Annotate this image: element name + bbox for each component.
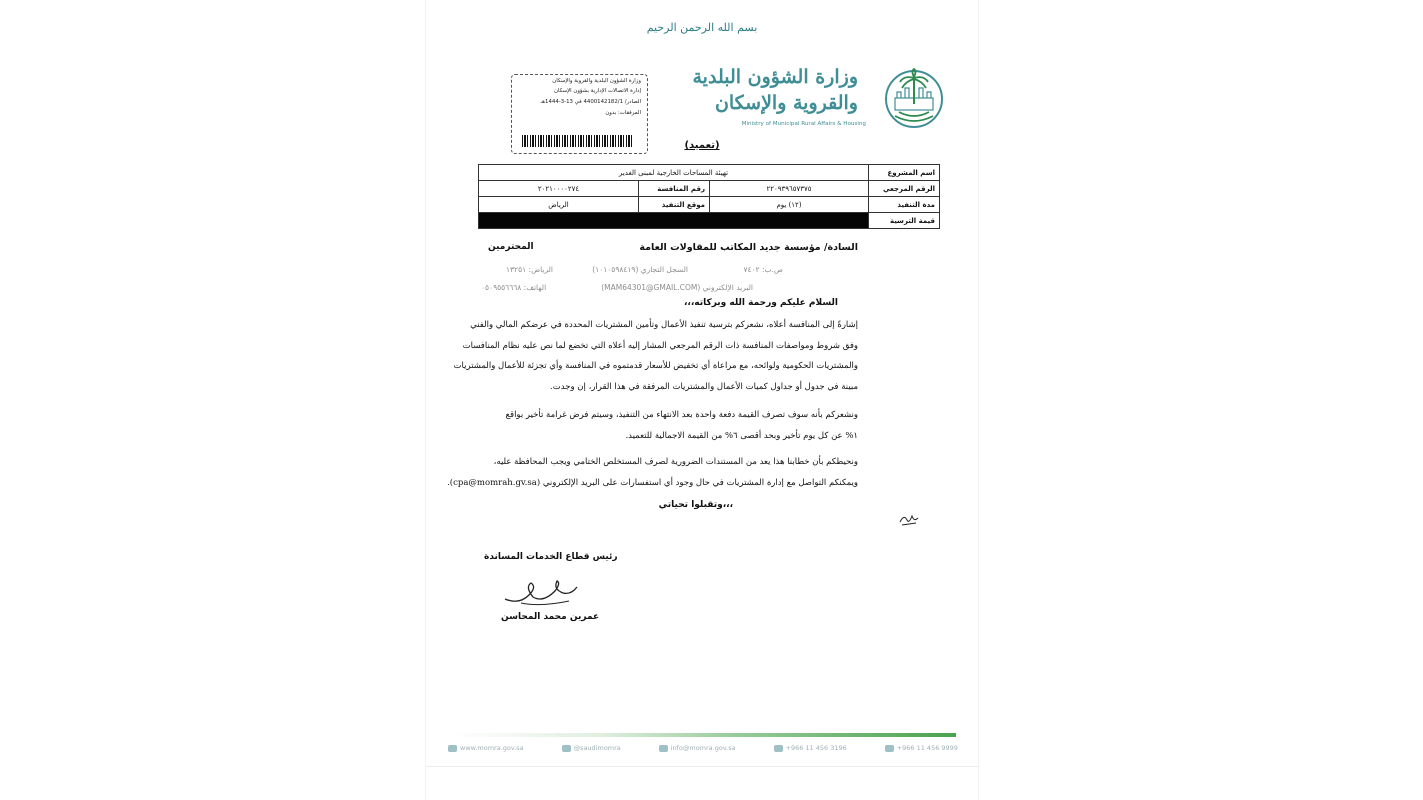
- phone-icon: [885, 745, 894, 752]
- addressee-name: السادة/ مؤسسة جديد المكاتب للمقاولات العامة: [639, 242, 858, 253]
- stamp-line3: الصادر/ 4400142182/1 في 13-3-1444هـ: [540, 99, 641, 105]
- po-box: ص.ب: ٧٤٠٢: [743, 265, 783, 274]
- ref-value: ٢٢٠٩٣٩٦٥٧٣٧٥: [710, 181, 869, 197]
- footer-phone: [885, 744, 958, 752]
- footer-website: [448, 744, 524, 752]
- logo-english: Ministry of Municipal Rural Affairs & Housing: [741, 121, 866, 127]
- footer-divider: [426, 766, 978, 767]
- paragraph-line: والمشتريات الحكومية ولوائحه، مع مراعاة أي تخفيض للأسعار قدمتموه في المنافسة وأي تجزئة للأعمال والمشتريات: [453, 361, 858, 371]
- project-value: تهيئة المساحات الخارجية لمبنى الغدير: [479, 165, 869, 181]
- footer-email-text: info@momra.gov.sa: [670, 744, 736, 752]
- closing: وتقبلوا تحياتي،،،: [658, 500, 733, 510]
- handwritten-signature-icon: [501, 575, 579, 611]
- letter-page: [425, 0, 979, 800]
- project-info-table: [478, 164, 940, 229]
- addressee-email: البريد الإلكتروني (MAM64301@GMAIL.COM): [601, 283, 753, 292]
- document-title: (تعميد): [684, 140, 720, 151]
- paragraph-line: مبينة في جدول أو جداول كميات الأعمال والمشتريات المرفقة في هذا القرار، إن وجدت.: [550, 381, 858, 392]
- footer-color-bar: [451, 733, 956, 737]
- table-row: [479, 197, 940, 213]
- table-row: [479, 181, 940, 197]
- tender-value: ٢٠٢١٠٠٠٠٢٧٤: [479, 181, 639, 197]
- footer-twitter-text: @saudimomra: [573, 744, 621, 752]
- footer-fax: [774, 744, 847, 752]
- paragraph-line: إشارةً إلى المنافسة أعلاه، نشعركم بترسية تنفيذ الأعمال وتأمين المشتريات المحددة في عرضكم المالي والفني: [470, 320, 858, 330]
- location-label: موقع التنفيذ: [639, 197, 710, 213]
- paragraph-award: [418, 315, 858, 397]
- logo-arabic-line2: والقروية والإسكان: [714, 92, 858, 114]
- paragraph-payment: [418, 405, 858, 446]
- footer-email: [659, 744, 736, 752]
- greeting: السلام عليكم ورحمة الله وبركاته،،،: [683, 298, 838, 308]
- ref-label: الرقم المرجعي: [869, 181, 940, 197]
- duration-label: مدة التنفيذ: [869, 197, 940, 213]
- footer-twitter: [562, 744, 621, 752]
- location-value: الرياض: [479, 197, 639, 213]
- footer-website-text: www.momra.gov.sa: [460, 744, 524, 752]
- footer-phone-text: +966 11 456 9999: [896, 744, 958, 752]
- stamp-line4: المرفقات: بدون: [605, 110, 641, 116]
- paragraph-line: وفق شروط ومواصفات المنافسة ذات الرقم المرجعي المشار إليه أعلاه التي تخضع لما نص عليه نظام المنافسات: [462, 340, 858, 351]
- addressee-phone: الهاتف: ٠٥٠٩٥٥٦٦٦٨: [481, 283, 547, 292]
- redacted-award-value: [479, 213, 869, 229]
- table-row: [479, 165, 940, 181]
- initials-signature-icon: [898, 510, 920, 528]
- city-postal: الرياض: ١٣٢٥١: [506, 265, 554, 274]
- addressee-respect: المحترمين: [488, 242, 534, 252]
- logo-arabic-line1: وزارة الشؤون البلدية: [692, 66, 858, 88]
- twitter-icon: [562, 745, 571, 752]
- award-label: قيمة الترسية: [869, 213, 940, 229]
- stamp-line2: إدارة الاتصالات الإدارية بشؤون الإسكان: [553, 88, 641, 94]
- fax-icon: [774, 745, 783, 752]
- stamp-line1: وزارة الشؤون البلدية والقروية والإسكان: [552, 78, 641, 84]
- commercial-register: السجل التجاري (١٠١٠٥٩٨٤١٩): [592, 265, 688, 274]
- bismillah: بسم الله الرحمن الرحيم: [646, 21, 758, 34]
- table-row: [479, 213, 940, 229]
- tender-label: رقم المنافسة: [639, 181, 710, 197]
- footer-fax-text: +966 11 456 3196: [785, 744, 847, 752]
- paragraph-line: ويمكنكم التواصل مع إدارة المشتريات في حال وجود أي استفسارات على البريد الإلكتروني (cpa@momrah.gv.sa).: [447, 477, 858, 488]
- mail-icon: [659, 745, 668, 752]
- project-label: اسم المشروع: [869, 165, 940, 181]
- paragraph-line: ١% عن كل يوم تأخير وبحد أقصى ٦% من القيمة الاجمالية للتعميد.: [625, 430, 858, 441]
- duration-value: (١٢) يوم: [710, 197, 869, 213]
- ministry-emblem-icon: [881, 66, 947, 130]
- signatory-title: رئيس قطاع الخدمات المساندة: [484, 552, 618, 562]
- footer-contacts: [448, 741, 958, 755]
- globe-icon: [448, 745, 457, 752]
- signatory-name: عمرين محمد المحاسن: [501, 612, 600, 622]
- paragraph-line: ونحيطكم بأن خطابنا هذا يعد من المستندات الضرورية لصرف المستخلص الختامي ويجب المحافظة عليه،: [493, 457, 858, 467]
- paragraph-line: ونشعركم بأنه سوف تصرف القيمة دفعة واحدة بعد الانتهاء من التنفيذ، وسيتم فرض غرامة تأخير بواقع: [505, 410, 858, 420]
- paragraph-contact: [418, 452, 858, 493]
